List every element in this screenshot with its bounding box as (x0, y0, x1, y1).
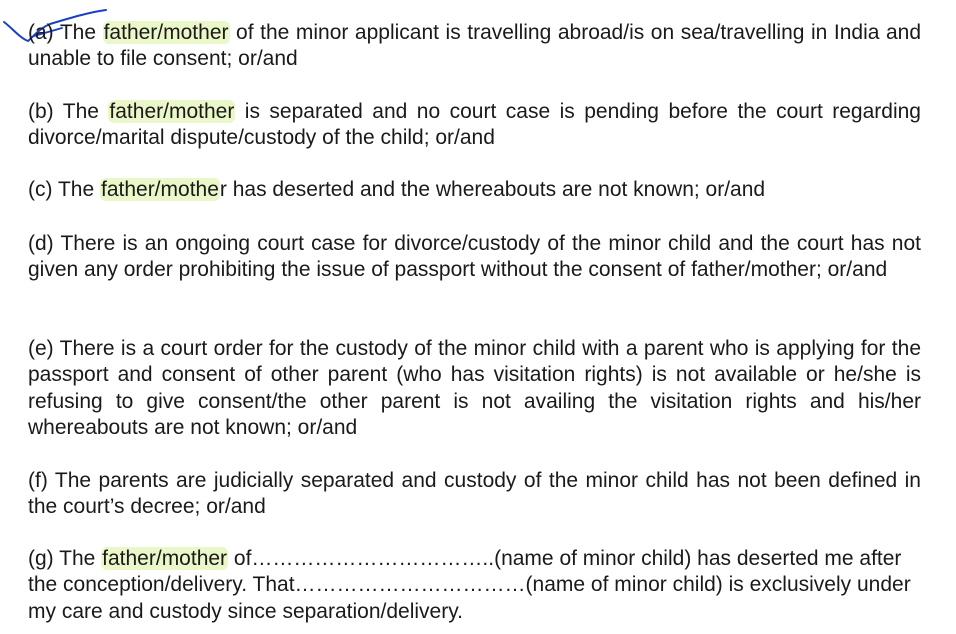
clause-label: (c) (28, 178, 53, 201)
clause-label: (d) (28, 232, 54, 255)
highlighted-text: father/mothe (100, 178, 219, 201)
clause-text: The parents are judicially separated and custody of the minor child has not been defined in the court’s decree; or/and (28, 469, 921, 519)
clause-f (28, 468, 921, 521)
clause-text: r has deserted and the whereabouts are not known; or/and (219, 178, 766, 201)
clause-label: (a) (28, 21, 54, 44)
clause-text: is separated and no court case is pending before the court regarding divorce/marital dispute/custody of the child; or/and (28, 100, 921, 150)
clause-label: (e) (28, 337, 54, 360)
clause-text: The (53, 547, 102, 570)
clause-text: There is a court order for the custody of the minor child with a parent who is applying for the passport and consent of other parent (who has visitation rights) is not available or he/she is refusing to give consent/the other parent is not availing the visitation rights and his/her whereabouts are not known; or/and (28, 337, 921, 439)
clause-e (28, 336, 921, 441)
clause-b (28, 99, 921, 152)
clause-g (28, 546, 913, 625)
clause-label: (g) (28, 547, 54, 570)
clause-text: The (52, 178, 100, 201)
clause-label: (b) (28, 100, 54, 123)
clause-c (28, 177, 913, 203)
highlighted-text: father/mother (109, 100, 235, 123)
highlighted-text: father/mother (102, 547, 228, 570)
clause-text: The (53, 100, 109, 123)
clause-text: of the minor applicant is travelling abroad/is on sea/travelling in India and unable to file consent; or/and (28, 21, 921, 71)
clause-label: (f) (28, 469, 48, 492)
clause-a (28, 20, 921, 73)
highlighted-text: father/mother (103, 21, 229, 44)
clause-text: of……………………………..(name of minor child) has deserted me after the conception/delivery. That……………………………(name of minor child) is exclusively under my care and custody since separation/delivery. (28, 547, 911, 623)
clause-text: There is an ongoing court case for divorce/custody of the minor child and the court has not given any order prohibiting the issue of passport without the consent of father/mother; or/and (28, 232, 921, 282)
clause-text: The (53, 21, 103, 44)
clause-d (28, 231, 921, 284)
